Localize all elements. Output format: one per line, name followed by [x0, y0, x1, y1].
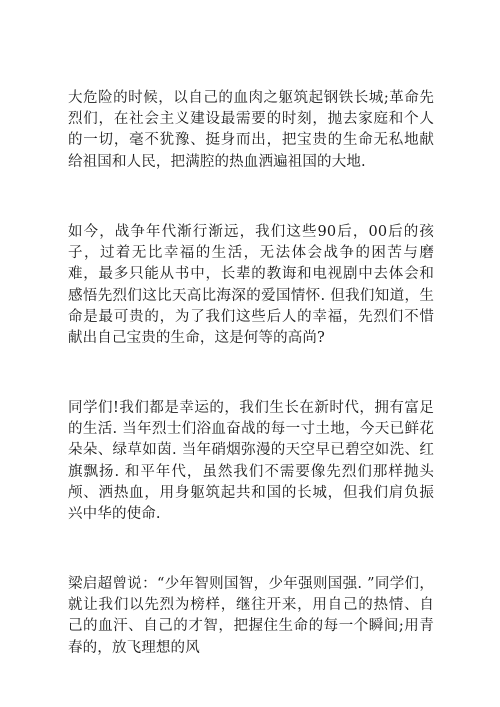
paragraph-4: 梁启超曾说：“少年智则国智，少年强则国强. ”同学们，就让我们以先烈为榜样，继往开来，用自己的热情、自己的血汗、自己的才智，把握住生命的每一个瞬间;用青春的，放飞理想的风: [68, 576, 434, 656]
paragraph-3: 同学们!我们都是幸运的，我们生长在新时代，拥有富足的生活. 当年烈士们浴血奋战的每一寸土地，今天已鲜花朵朵、绿草如茵. 当年硝烟弥漫的天空早已碧空如洗、红旗飘扬. 和平年代，虽然我们不需要像先烈们那样抛头颅、洒热血，用身躯筑起共和国的长城，但我们肩负振兴中华的使命.: [68, 400, 434, 523]
paragraph-2: 如今，战争年代渐行渐远，我们这些90后，00后的孩子，过着无比幸福的生活，无法体会战争的困苦与磨难，最多只能从书中，长辈的教诲和电视剧中去体会和感悟先烈们这比天高比海深的爱国情怀. 但我们知道，生命是最可贵的，为了我们这些后人的幸福，先烈们不惜献出自己宝贵的生命，这是何等的高尚?: [68, 224, 434, 347]
paragraph-1: 大危险的时候，以自己的血肉之躯筑起钢铁长城;革命先烈们，在社会主义建设最需要的时刻，抛去家庭和个人的一切，毫不犹豫、挺身而出，把宝贵的生命无私地献给祖国和人民，把满腔的热血洒遍祖国的大地.: [68, 90, 434, 170]
